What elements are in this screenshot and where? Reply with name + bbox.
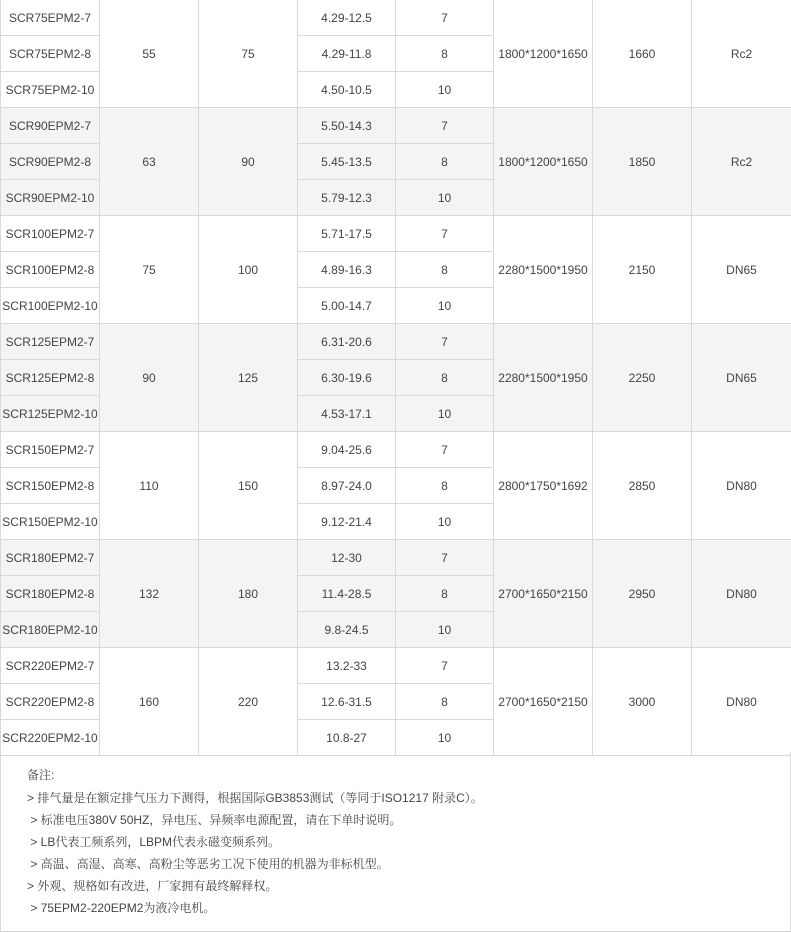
- model-cell: SCR75EPM2-7: [1, 0, 100, 36]
- model-cell: SCR150EPM2-8: [1, 468, 100, 504]
- model-cell: SCR220EPM2-7: [1, 648, 100, 684]
- note-line: > LB代表工频系列，LBPM代表永磁变频系列。: [27, 835, 281, 849]
- pressure-cell: 8: [396, 144, 494, 180]
- flow-cell: 5.50-14.3: [298, 108, 396, 144]
- model-cell: SCR180EPM2-8: [1, 576, 100, 612]
- outlet-cell: Rc2: [692, 108, 791, 216]
- pressure-cell: 10: [396, 180, 494, 216]
- flow-cell: 12.6-31.5: [298, 684, 396, 720]
- notes-panel: [0, 752, 791, 932]
- power-hp-cell: 90: [199, 108, 298, 216]
- power-kw-cell: 110: [100, 432, 199, 540]
- table-row: [1, 432, 791, 468]
- table-row: [1, 0, 791, 36]
- power-hp-cell: 150: [199, 432, 298, 540]
- pressure-cell: 7: [396, 324, 494, 360]
- power-kw-cell: 160: [100, 648, 199, 756]
- flow-cell: 5.00-14.7: [298, 288, 396, 324]
- flow-cell: 10.8-27: [298, 720, 396, 756]
- pressure-cell: 7: [396, 432, 494, 468]
- pressure-cell: 10: [396, 720, 494, 756]
- dimensions-cell: 2280*1500*1950: [494, 216, 593, 324]
- outlet-cell: DN80: [692, 540, 791, 648]
- model-cell: SCR125EPM2-10: [1, 396, 100, 432]
- pressure-cell: 7: [396, 108, 494, 144]
- flow-cell: 9.04-25.6: [298, 432, 396, 468]
- flow-cell: 6.31-20.6: [298, 324, 396, 360]
- flow-cell: 8.97-24.0: [298, 468, 396, 504]
- table-row: [1, 324, 791, 360]
- pressure-cell: 8: [396, 252, 494, 288]
- pressure-cell: 7: [396, 216, 494, 252]
- weight-cell: 1850: [593, 108, 692, 216]
- flow-cell: 13.2-33: [298, 648, 396, 684]
- flow-cell: 4.29-12.5: [298, 0, 396, 36]
- power-hp-cell: 75: [199, 0, 298, 108]
- power-kw-cell: 75: [100, 216, 199, 324]
- weight-cell: 1660: [593, 0, 692, 108]
- model-cell: SCR180EPM2-7: [1, 540, 100, 576]
- table-row: [1, 216, 791, 252]
- model-cell: SCR90EPM2-7: [1, 108, 100, 144]
- dimensions-cell: 1800*1200*1650: [494, 108, 593, 216]
- weight-cell: 2950: [593, 540, 692, 648]
- model-cell: SCR75EPM2-8: [1, 36, 100, 72]
- model-cell: SCR90EPM2-8: [1, 144, 100, 180]
- model-cell: SCR150EPM2-7: [1, 432, 100, 468]
- model-cell: SCR75EPM2-10: [1, 72, 100, 108]
- table-row: [1, 108, 791, 144]
- model-cell: SCR220EPM2-10: [1, 720, 100, 756]
- flow-cell: 4.53-17.1: [298, 396, 396, 432]
- power-hp-cell: 180: [199, 540, 298, 648]
- model-cell: SCR100EPM2-10: [1, 288, 100, 324]
- table-row: [1, 648, 791, 684]
- power-kw-cell: 132: [100, 540, 199, 648]
- pressure-cell: 8: [396, 576, 494, 612]
- pressure-cell: 7: [396, 0, 494, 36]
- model-cell: SCR220EPM2-8: [1, 684, 100, 720]
- flow-cell: 4.29-11.8: [298, 36, 396, 72]
- pressure-cell: 7: [396, 540, 494, 576]
- notes-title: 备注:: [27, 768, 55, 782]
- model-cell: SCR125EPM2-8: [1, 360, 100, 396]
- power-kw-cell: 63: [100, 108, 199, 216]
- note-line: > 75EPM2-220EPM2为液冷电机。: [27, 901, 216, 915]
- weight-cell: 3000: [593, 648, 692, 756]
- outlet-cell: DN80: [692, 648, 791, 756]
- outlet-cell: DN65: [692, 324, 791, 432]
- outlet-cell: DN80: [692, 432, 791, 540]
- flow-cell: 4.89-16.3: [298, 252, 396, 288]
- power-kw-cell: 55: [100, 0, 199, 108]
- weight-cell: 2150: [593, 216, 692, 324]
- note-line: > 高温、高湿、高寒、高粉尘等恶劣工况下使用的机器为非标机型。: [27, 857, 389, 871]
- model-cell: SCR100EPM2-7: [1, 216, 100, 252]
- flow-cell: 11.4-28.5: [298, 576, 396, 612]
- pressure-cell: 7: [396, 648, 494, 684]
- model-cell: SCR180EPM2-10: [1, 612, 100, 648]
- pressure-cell: 10: [396, 72, 494, 108]
- model-cell: SCR125EPM2-7: [1, 324, 100, 360]
- power-hp-cell: 125: [199, 324, 298, 432]
- spec-table-body: [1, 0, 791, 756]
- flow-cell: 5.79-12.3: [298, 180, 396, 216]
- dimensions-cell: 1800*1200*1650: [494, 0, 593, 108]
- model-cell: SCR90EPM2-10: [1, 180, 100, 216]
- pressure-cell: 10: [396, 612, 494, 648]
- outlet-cell: DN65: [692, 216, 791, 324]
- pressure-cell: 8: [396, 684, 494, 720]
- dimensions-cell: 2280*1500*1950: [494, 324, 593, 432]
- flow-cell: 9.12-21.4: [298, 504, 396, 540]
- outlet-cell: Rc2: [692, 0, 791, 108]
- note-line: > 标准电压380V 50HZ，异电压、异频率电源配置，请在下单时说明。: [27, 813, 402, 827]
- note-line: > 外观、规格如有改进，厂家拥有最终解释权。: [27, 879, 278, 893]
- dimensions-cell: 2700*1650*2150: [494, 540, 593, 648]
- flow-cell: 6.30-19.6: [298, 360, 396, 396]
- dimensions-cell: 2700*1650*2150: [494, 648, 593, 756]
- pressure-cell: 10: [396, 288, 494, 324]
- flow-cell: 5.45-13.5: [298, 144, 396, 180]
- power-hp-cell: 220: [199, 648, 298, 756]
- weight-cell: 2850: [593, 432, 692, 540]
- note-line: > 排气量是在额定排气压力下测得，根据国际GB3853测试（等同于ISO1217 附录C）。: [27, 791, 483, 805]
- pressure-cell: 8: [396, 468, 494, 504]
- pressure-cell: 10: [396, 504, 494, 540]
- pressure-cell: 10: [396, 396, 494, 432]
- model-cell: SCR100EPM2-8: [1, 252, 100, 288]
- pressure-cell: 8: [396, 36, 494, 72]
- power-hp-cell: 100: [199, 216, 298, 324]
- flow-cell: 12-30: [298, 540, 396, 576]
- table-row: [1, 540, 791, 576]
- flow-cell: 5.71-17.5: [298, 216, 396, 252]
- power-kw-cell: 90: [100, 324, 199, 432]
- model-cell: SCR150EPM2-10: [1, 504, 100, 540]
- flow-cell: 9.8-24.5: [298, 612, 396, 648]
- dimensions-cell: 2800*1750*1692: [494, 432, 593, 540]
- weight-cell: 2250: [593, 324, 692, 432]
- flow-cell: 4.50-10.5: [298, 72, 396, 108]
- pressure-cell: 8: [396, 360, 494, 396]
